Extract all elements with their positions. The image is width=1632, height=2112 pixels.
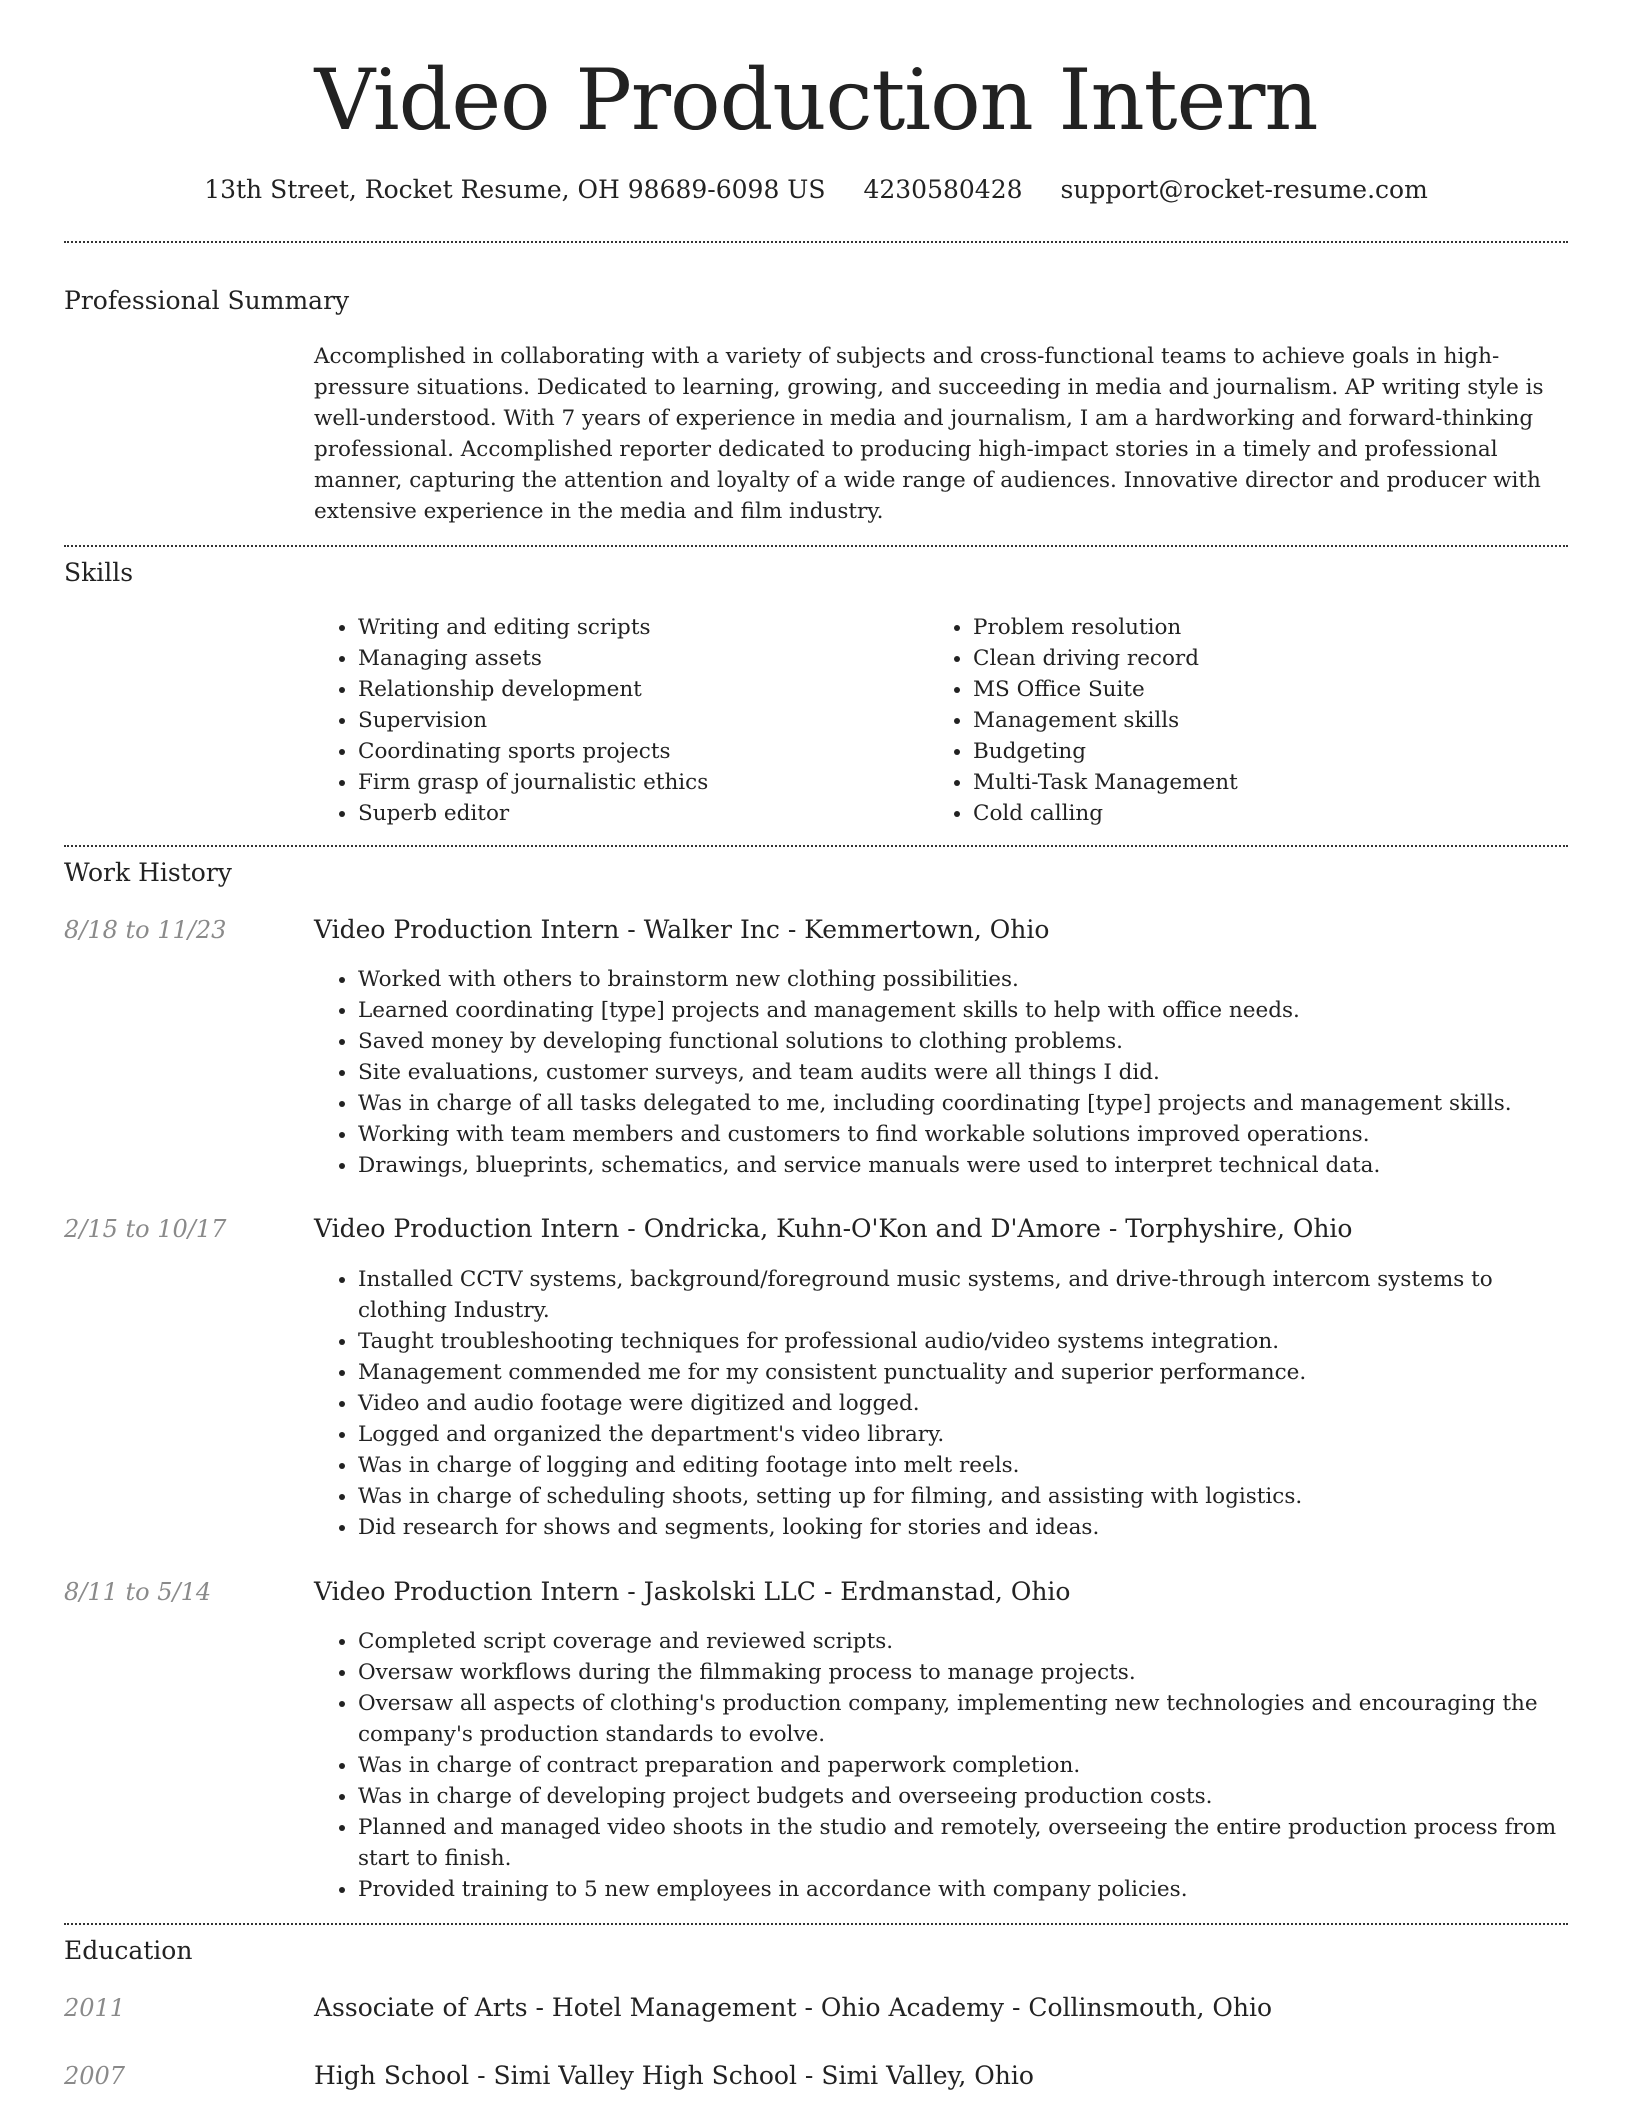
job-title: Video Production Intern - Ondricka, Kuhn-O'Kon and D'Amore - Torphyshire, Ohio [314, 1214, 1353, 1243]
job-bullet: • Saved money by developing functional solutions to clothing problems. [358, 1026, 1568, 1057]
job-bullet: • Completed script coverage and reviewed scripts. [358, 1626, 1568, 1657]
job-bullet: • Was in charge of scheduling shoots, setting up for filming, and assisting with logistics. [358, 1481, 1568, 1512]
education-title: Associate of Arts - Hotel Management - Ohio Academy - Collinsmouth, Ohio [314, 1993, 1273, 2022]
job-bullets [314, 1626, 1568, 1905]
job-bullet: • Video and audio footage were digitized and logged. [358, 1388, 1568, 1419]
job-bullet: • Provided training to 5 new employees in accordance with company policies. [358, 1874, 1568, 1905]
job-bullet: • Oversaw all aspects of clothing's production company, implementing new technologies and encouraging the company's production standards to evolve. [358, 1688, 1568, 1750]
section-title-education: Education [64, 1936, 193, 1965]
summary-text: Accomplished in collaborating with a variety of subjects and cross-functional teams to achieve goals in high-pressure situations. Dedicated to learning, growing, and succeeding in media and journalism. AP writing style is well-understood. With 7 years of experience in media and journalism, I am a hardworking and forward-thinking professional. Accomplished reporter dedicated to producing high-impact stories in a timely and professional manner, capturing the attention and loyalty of a wide range of audiences. Innovative director and producer with extensive experience in the media and film industry. [314, 344, 1544, 524]
skill-item: • Multi-Task Management [973, 767, 1544, 798]
skill-item: • Coordinating sports projects [358, 736, 929, 767]
job-bullet: • Drawings, blueprints, schematics, and service manuals were used to interpret technical data. [358, 1150, 1568, 1181]
job-bullet: • Did research for shows and segments, looking for stories and ideas. [358, 1512, 1568, 1543]
divider [64, 545, 1568, 547]
contact-phone: 4230580428 [863, 175, 1023, 204]
job-bullet: • Taught troubleshooting techniques for professional audio/video systems integration. [358, 1326, 1568, 1357]
section-title-work: Work History [64, 858, 232, 887]
contact-line [64, 170, 1568, 210]
skill-item: • Clean driving record [973, 643, 1544, 674]
job-bullet: • Worked with others to brainstorm new clothing possibilities. [358, 964, 1568, 995]
job-bullet: • Oversaw workflows during the filmmaking process to manage projects. [358, 1657, 1568, 1688]
skill-item: • Cold calling [973, 798, 1544, 829]
education-title: High School - Simi Valley High School - Simi Valley, Ohio [314, 2061, 1034, 2090]
skill-item: • Problem resolution [973, 612, 1544, 643]
contact-email: support@rocket-resume.com [1060, 175, 1428, 204]
job-dates: 8/11 to 5/14 [64, 1578, 212, 1606]
job-bullet: • Site evaluations, customer surveys, and team audits were all things I did. [358, 1057, 1568, 1088]
skills-column-right [929, 612, 1544, 829]
skills-column-left [314, 612, 929, 829]
job-bullet: • Was in charge of developing project budgets and overseeing production costs. [358, 1781, 1568, 1812]
candidate-name: Video Production Intern [314, 51, 1318, 149]
job-bullet: • Working with team members and customers to find workable solutions improved operations. [358, 1119, 1568, 1150]
skill-item: • Managing assets [358, 643, 929, 674]
skill-item: • Writing and editing scripts [358, 612, 929, 643]
skill-item: • Supervision [358, 705, 929, 736]
section-title-skills: Skills [64, 558, 134, 587]
job-bullets [314, 964, 1568, 1181]
education-year: 2011 [64, 1994, 126, 2022]
divider [64, 1923, 1568, 1925]
job-title: Video Production Intern - Jaskolski LLC - Erdmanstad, Ohio [314, 1577, 1071, 1606]
skill-item: • MS Office Suite [973, 674, 1544, 705]
skill-item: • Superb editor [358, 798, 929, 829]
job-bullet: • Learned coordinating [type] projects and management skills to help with office needs. [358, 995, 1568, 1026]
job-bullet: • Logged and organized the department's video library. [358, 1419, 1568, 1450]
skill-item: • Management skills [973, 705, 1544, 736]
contact-address: 13th Street, Rocket Resume, OH 98689-6098 US [204, 175, 826, 204]
job-bullet: • Planned and managed video shoots in the studio and remotely, overseeing the entire production process from start to finish. [358, 1812, 1568, 1874]
job-bullet: • Installed CCTV systems, background/foreground music systems, and drive-through intercom systems to clothing Industry. [358, 1264, 1568, 1326]
skill-item: • Relationship development [358, 674, 929, 705]
job-bullet: • Management commended me for my consistent punctuality and superior performance. [358, 1357, 1568, 1388]
section-title-summary: Professional Summary [64, 286, 350, 315]
job-title: Video Production Intern - Walker Inc - Kemmertown, Ohio [314, 915, 1050, 944]
skill-item: • Budgeting [973, 736, 1544, 767]
job-bullet: • Was in charge of logging and editing footage into melt reels. [358, 1450, 1568, 1481]
education-year: 2007 [64, 2062, 126, 2090]
divider [64, 241, 1568, 243]
job-bullet: • Was in charge of contract preparation and paperwork completion. [358, 1750, 1568, 1781]
skill-item: • Firm grasp of journalistic ethics [358, 767, 929, 798]
job-dates: 2/15 to 10/17 [64, 1215, 227, 1243]
skills-list [314, 612, 1568, 829]
job-bullet: • Was in charge of all tasks delegated to me, including coordinating [type] projects and management skills. [358, 1088, 1568, 1119]
divider [64, 845, 1568, 847]
job-bullets [314, 1264, 1568, 1543]
job-dates: 8/18 to 11/23 [64, 916, 227, 944]
